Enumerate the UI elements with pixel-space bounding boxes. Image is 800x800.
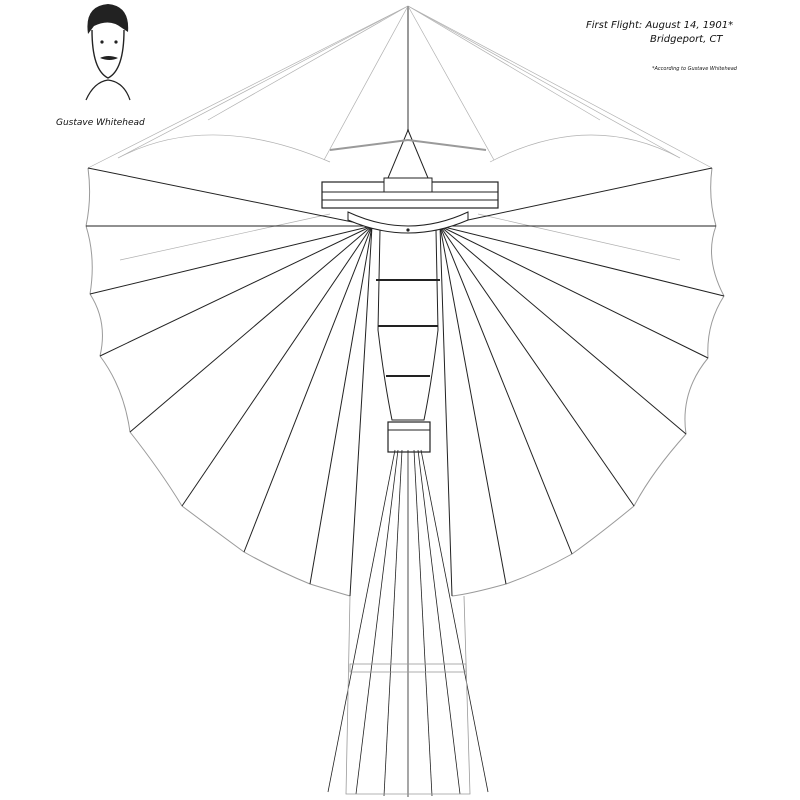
hair	[87, 4, 128, 34]
portrait-caption: Gustave Whitehead	[56, 118, 145, 128]
face	[92, 30, 124, 78]
first-flight-label: First Flight:	[586, 20, 643, 31]
shoulders	[86, 80, 130, 100]
nose-cone	[388, 130, 428, 178]
landing-gear	[388, 422, 430, 452]
mustache	[100, 56, 118, 60]
portrait-image	[72, 0, 142, 104]
first-flight-location: Bridgeport, CT	[650, 34, 723, 45]
first-flight-line	[586, 20, 733, 31]
first-flight-date: August 14, 1901*	[645, 20, 734, 31]
center-pin	[406, 228, 409, 231]
upper-bracing	[88, 6, 712, 260]
footnote: *According to Gustave Whitehead	[652, 66, 737, 72]
tail-fan	[328, 450, 488, 797]
